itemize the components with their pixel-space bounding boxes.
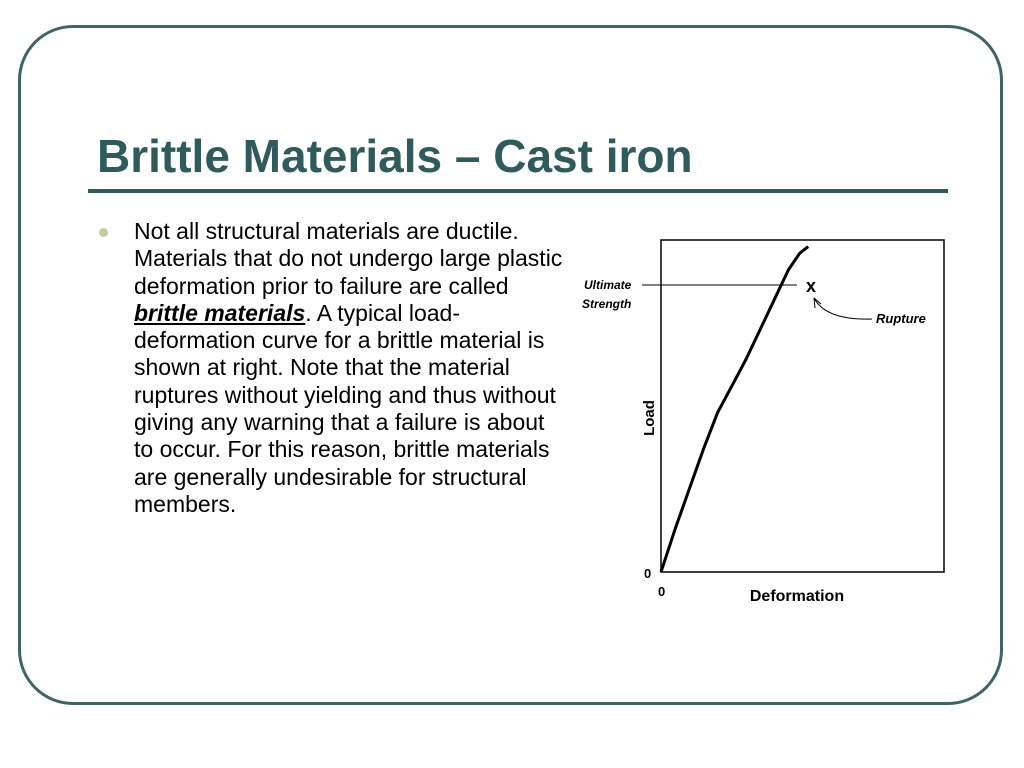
bullet-paragraph bbox=[134, 218, 564, 518]
rupture-label: Rupture bbox=[876, 311, 926, 326]
brittle-materials-emphasis: brittle materials bbox=[134, 299, 306, 326]
slide-title: Brittle Materials – Cast iron bbox=[97, 130, 693, 182]
title-underline bbox=[88, 189, 948, 193]
curve-group bbox=[661, 247, 808, 572]
load-deformation-figure bbox=[572, 228, 962, 618]
x-axis-label: Deformation bbox=[749, 588, 845, 605]
y-tick-label: 0 bbox=[644, 566, 652, 581]
bullet-icon bbox=[99, 228, 108, 237]
body-text-part1: Not all structural materials are ductile. Materials that do not undergo large plastic deformation prior to failure are called bbox=[134, 218, 563, 299]
rupture-marker: x bbox=[806, 276, 817, 296]
x-tick-label: 0 bbox=[658, 584, 666, 599]
plot-frame bbox=[661, 240, 944, 572]
load-deformation-curve bbox=[661, 247, 808, 572]
ultimate-label-line1: Ultimate bbox=[584, 278, 632, 292]
y-axis-label: Load bbox=[641, 400, 658, 436]
load-deformation-chart bbox=[572, 228, 962, 618]
body-text-part2: . A typical load-deformation curve for a brittle material is shown at right. Note that the material ruptures without yielding and thus without giving any warning that a failure is about to occur. For this reason, brittle materials are generally undesirable for structural members. bbox=[134, 299, 556, 517]
ultimate-label-line2: Strength bbox=[582, 297, 632, 311]
rupture-arrow-line bbox=[814, 298, 872, 319]
